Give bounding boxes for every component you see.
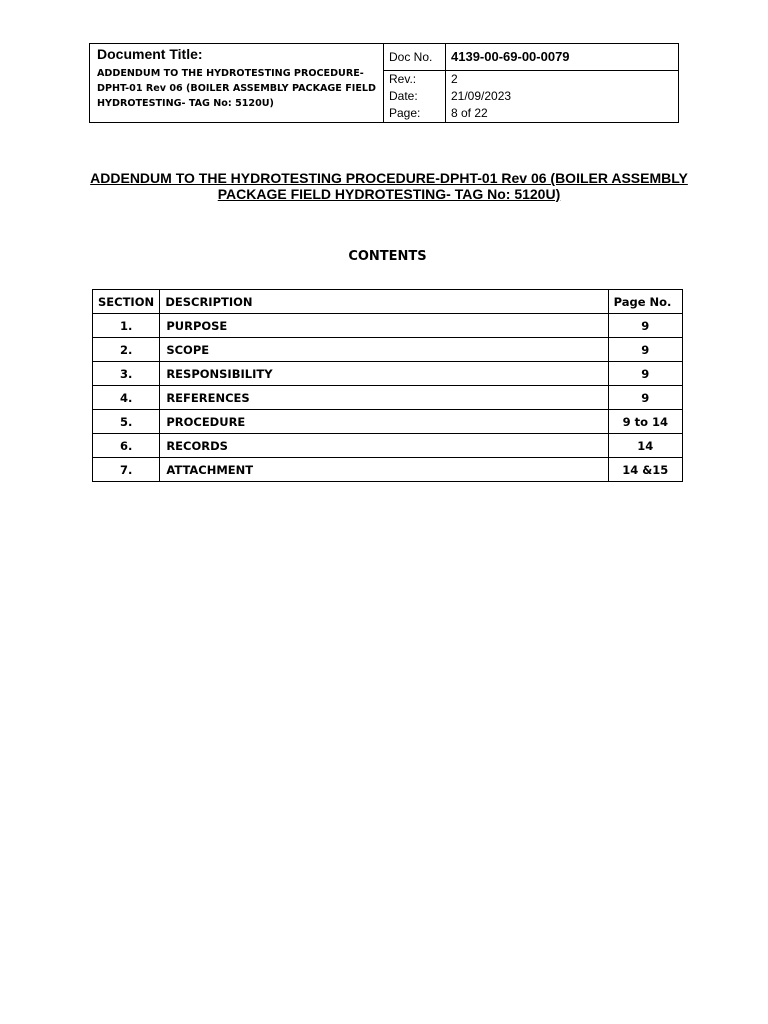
section-number: 3. [93,362,160,386]
section-description: RESPONSIBILITY [160,362,608,386]
document-title-cell [90,44,384,123]
rev-label: Rev.: [389,72,417,86]
section-page: 14 [608,434,682,458]
doc-no-label: Doc No. [384,44,446,71]
document-title-label: Document Title: [97,46,203,62]
section-description: SCOPE [160,338,608,362]
section-description: PURPOSE [160,314,608,338]
table-row [93,386,683,410]
section-page: 14 &15 [608,458,682,482]
page-column-header: Page No. [608,290,682,314]
description-column-header: DESCRIPTION [160,290,608,314]
document-title-text: ADDENDUM TO THE HYDROTESTING PROCEDURE- DPHT-01 Rev 06 (BOILER ASSEMBLY PACKAGE FIELD HYDROTESTING- TAG No: 5120U) [97,68,376,109]
section-number: 2. [93,338,160,362]
section-number: 6. [93,434,160,458]
contents-table [92,289,683,482]
main-heading-line2: PACKAGE FIELD HYDROTESTING- TAG No: 5120U) [217,186,561,202]
section-page: 9 [608,386,682,410]
section-page: 9 [608,314,682,338]
table-row [93,410,683,434]
document-header [89,43,679,123]
section-number: 7. [93,458,160,482]
meta-values-cell [446,71,679,123]
section-description: RECORDS [160,434,608,458]
table-row [93,338,683,362]
section-number: 5. [93,410,160,434]
doc-no-value: 4139-00-69-00-0079 [446,44,679,71]
section-description: PROCEDURE [160,410,608,434]
main-heading [60,170,718,202]
section-number: 1. [93,314,160,338]
meta-labels-cell [384,71,446,123]
section-number: 4. [93,386,160,410]
main-heading-line1: ADDENDUM TO THE HYDROTESTING PROCEDURE-DPHT-01 Rev 06 (BOILER ASSEMBLY [90,170,688,186]
section-page: 9 [608,338,682,362]
page-label: Page: [389,106,421,120]
page-value: 8 of 22 [451,106,488,120]
contents-heading: CONTENTS [348,249,427,264]
date-value: 21/09/2023 [451,89,512,103]
table-row [93,314,683,338]
date-label: Date: [389,89,418,103]
rev-value: 2 [451,72,458,86]
table-row [93,458,683,482]
section-description: REFERENCES [160,386,608,410]
section-page: 9 [608,362,682,386]
section-description: ATTACHMENT [160,458,608,482]
section-page: 9 to 14 [608,410,682,434]
table-row [93,434,683,458]
section-column-header: SECTION [93,290,160,314]
contents-header-row [93,290,683,314]
table-row [93,362,683,386]
